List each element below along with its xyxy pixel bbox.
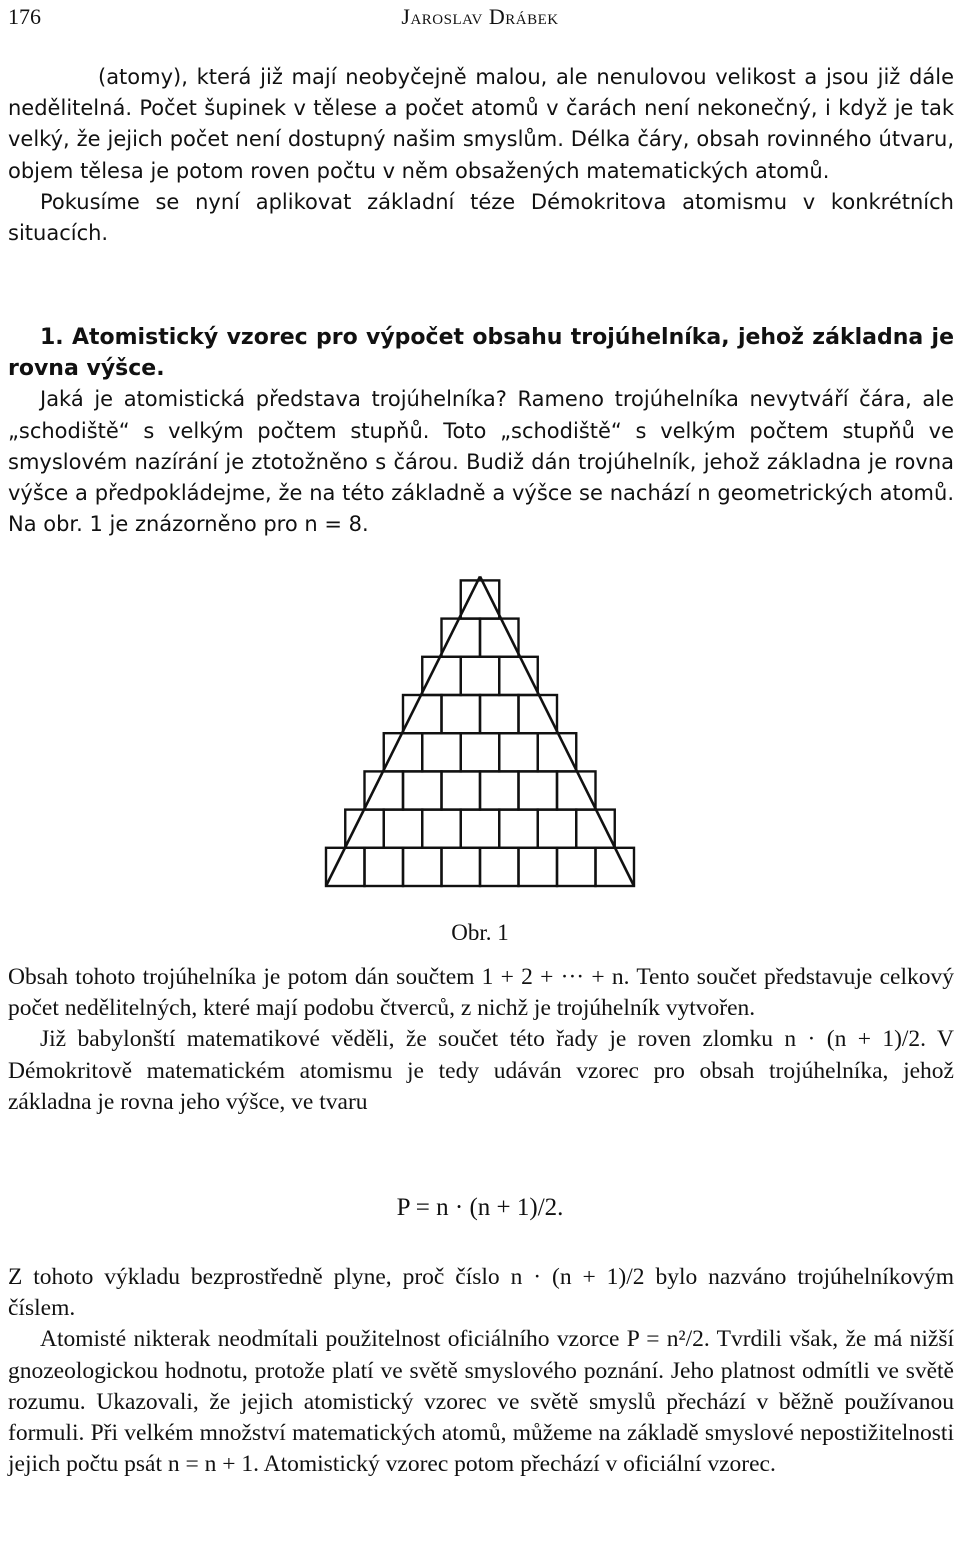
atom-square xyxy=(538,810,577,848)
intro-paragraph-1: (atomy), která již mají neobyčejně malou, ale nenulovou velikost a jsou již dále nedělitelná. Počet šupinek v tělese a počet atomů v čarách není nekonečný, i když je tak velký, že jejich počet není dostupný našim smyslům. Délka čáry, obsah rovinného útvaru, objem tělesa je potom roven počtu v něm obsažených matematických atomů. xyxy=(8,65,954,183)
page-number: 176 xyxy=(8,4,41,29)
after-block-2 xyxy=(8,1262,954,1480)
atom-square xyxy=(422,810,461,848)
atom-square xyxy=(499,657,538,695)
figure-caption: Obr. 1 xyxy=(451,920,509,945)
section-heading: 1. Atomistický vzorec pro výpočet obsahu trojúhelníka, jehož základna je rovna výšce. xyxy=(8,325,954,382)
atom-square xyxy=(345,810,384,848)
atom-square xyxy=(442,771,481,809)
figure-triangle-staircase xyxy=(0,568,960,908)
atom-square xyxy=(461,810,500,848)
atom-square xyxy=(576,810,615,848)
atom-square xyxy=(365,848,404,886)
after-paragraph-1: Obsah tohoto trojúhelníka je potom dán součtem 1 + 2 + ··· + n. Tento součet představuje celkový počet nedělitelných, které mají podobu čtverců, z nichž je trojúhelník vytvořen. xyxy=(8,964,954,1022)
after-paragraph-4: Atomisté nikterak neodmítali použitelnost oficiálního vzorce P = n²/2. Tvrdili však, že má nižší gnozeologickou hodnotu, protože platí ve světě smyslového poznání. Jeho platnost odmítli ve světě rozumu. Ukazovali, že jejich atomistický vzorec ve světě smyslů přechází v běžně používanou formuli. Při velkém množství matematických atomů, můžeme na základě smyslové nepostižitelnosti jejich počtu psát n = n + 1. Atomistický vzorec potom přechází v oficiální vzorec. xyxy=(8,1326,954,1478)
formula-display: P = n · (n + 1)/2. xyxy=(396,1194,564,1221)
atom-square xyxy=(538,733,577,771)
atom-square xyxy=(461,733,500,771)
atom-square xyxy=(403,771,442,809)
atom-square xyxy=(422,657,461,695)
after-paragraph-3: Z tohoto výkladu bezprostředně plyne, proč číslo n · (n + 1)/2 bylo nazváno trojúhelníkovým číslem. xyxy=(8,1264,954,1322)
atom-square xyxy=(557,848,596,886)
atom-square xyxy=(422,733,461,771)
atom-square xyxy=(442,619,481,657)
after-block-1 xyxy=(8,962,954,1118)
atom-square xyxy=(480,619,519,657)
atom-square xyxy=(596,848,635,886)
atom-square xyxy=(480,695,519,733)
atom-square xyxy=(480,848,519,886)
running-title-author: Jaroslav Drábek xyxy=(401,4,559,29)
atom-square xyxy=(403,848,442,886)
atom-square xyxy=(480,771,519,809)
atom-square xyxy=(461,580,500,618)
atom-square xyxy=(442,695,481,733)
atom-square xyxy=(461,657,500,695)
section-block xyxy=(8,322,954,540)
atom-square xyxy=(499,733,538,771)
atom-square xyxy=(326,848,365,886)
triangle-left-side xyxy=(326,576,480,886)
atom-square xyxy=(519,848,558,886)
after-paragraph-2: Již babylonští matematikové věděli, že součet této řady je roven zlomku n · (n + 1)/2. V Démokritově matematickém atomismu je tedy udáván vzorec pro obsah trojúhelníka, jehož základna je rovna jeho výšce, ve tvaru xyxy=(8,1026,954,1115)
atom-square xyxy=(442,848,481,886)
running-head xyxy=(0,4,960,34)
atom-square xyxy=(519,695,558,733)
triangle-right-side xyxy=(480,576,634,886)
atom-square xyxy=(384,733,423,771)
atom-square xyxy=(499,810,538,848)
atom-square xyxy=(365,771,404,809)
atom-square xyxy=(384,810,423,848)
intro-block xyxy=(8,62,954,249)
atom-square xyxy=(519,771,558,809)
atom-square xyxy=(557,771,596,809)
intro-paragraph-2: Pokusíme se nyní aplikovat základní téze Démokritova atomismu v konkrétních situacích. xyxy=(8,189,954,246)
section-paragraph-1: Jaká je atomistická představa trojúhelníka? Rameno trojúhelníka nevytváří čára, ale „schodiště“ s velkým počtem stupňů. Toto „schodiště“ s velkým počtem stupňů ve smyslovém nazírání je ztotožněno s čárou. Budiž dán trojúhelník, jehož základna je rovna výšce a předpokládejme, že na této základně a výšce se nachází n geometrických atomů. Na obr. 1 je znázorněno pro n = 8. xyxy=(8,387,954,537)
atom-square xyxy=(403,695,442,733)
